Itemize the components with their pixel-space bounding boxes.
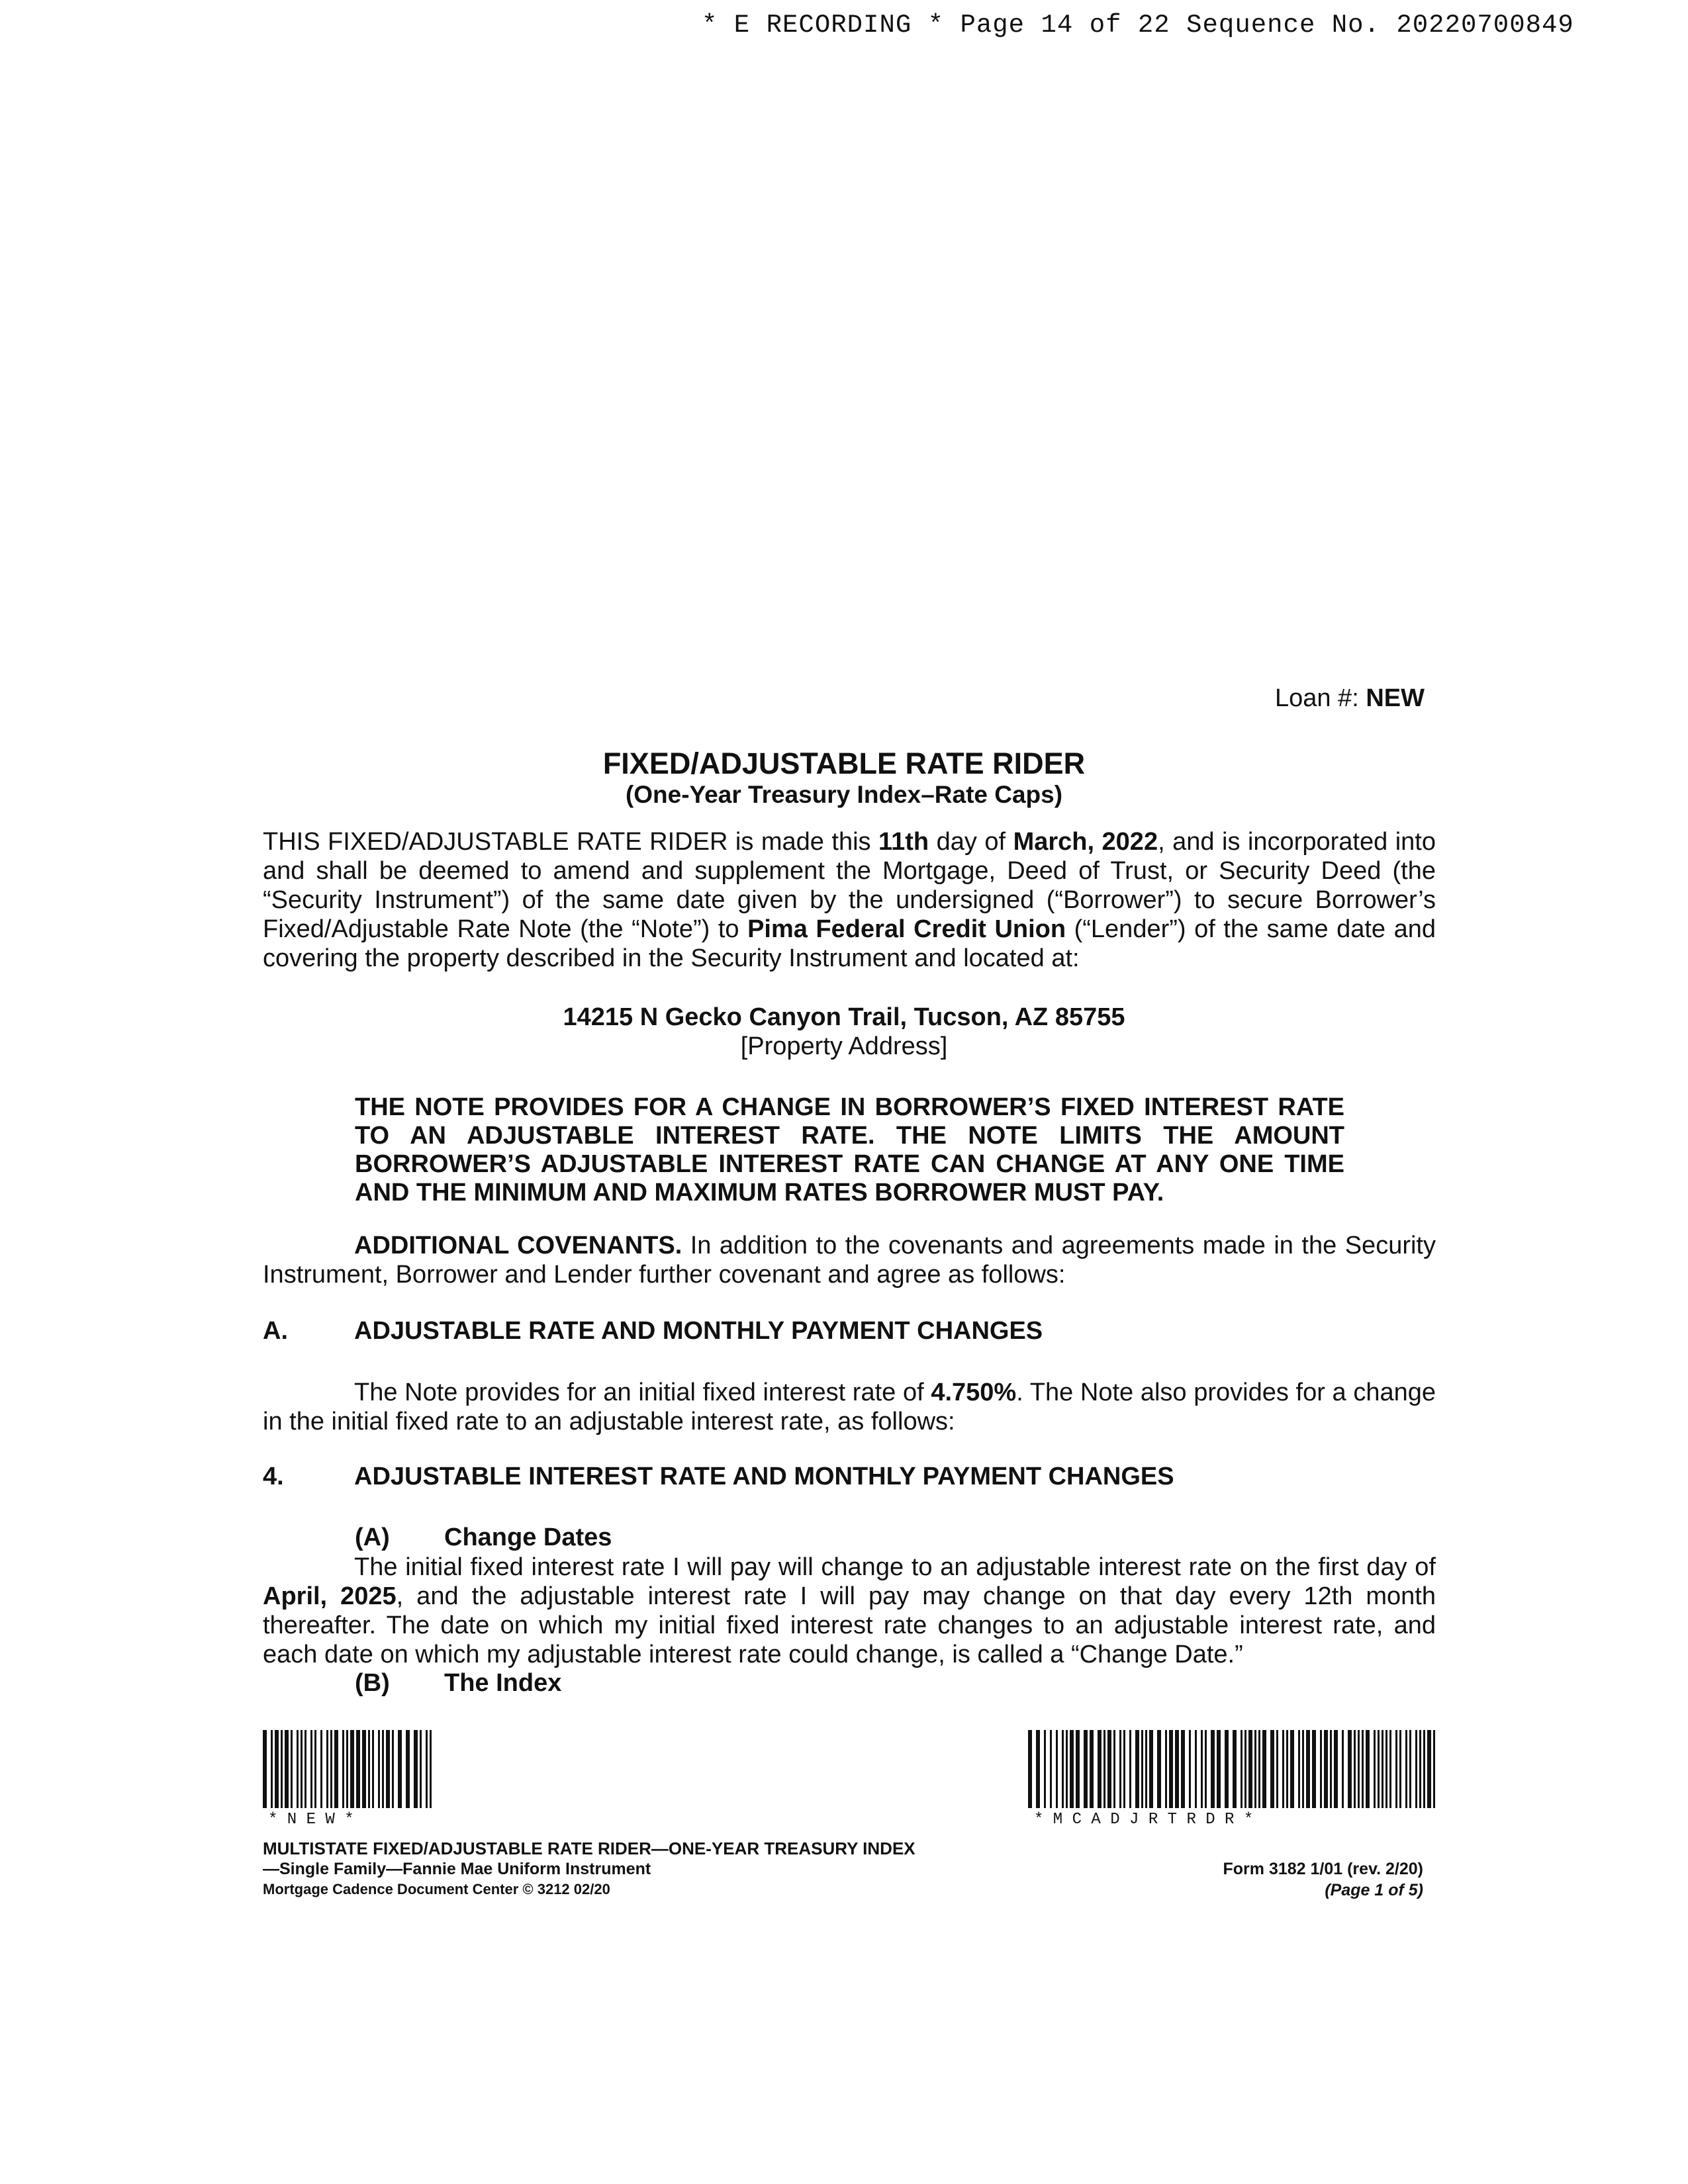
covenants-lead: ADDITIONAL COVENANTS.: [354, 1232, 682, 1259]
rider-date: March, 2022: [1013, 828, 1158, 856]
rate-text-2: . The Note also provides for a change in the initial fixed rate to an adjustable interest rate, as follows:: [263, 1379, 1436, 1435]
subsection-a-number: (A): [355, 1524, 390, 1551]
property-address: [0, 1003, 1688, 1032]
section-a-heading: [263, 1317, 1043, 1345]
intro-paragraph: [263, 827, 1436, 973]
property-address-value: 14215 N Gecko Canyon Trail, Tucson, AZ 85755: [563, 1003, 1125, 1031]
loan-barcode: [263, 1730, 434, 1808]
first-change-date: April, 2025: [263, 1582, 397, 1610]
section-4-number: 4.: [263, 1463, 284, 1490]
covenants-paragraph: [263, 1231, 1436, 1289]
property-address-label: [Property Address]: [740, 1032, 948, 1060]
intro-text-2: day of: [929, 828, 1013, 856]
section-a-title: ADJUSTABLE RATE AND MONTHLY PAYMENT CHANGES: [354, 1317, 1043, 1345]
footer-document-center: Mortgage Cadence Document Center © 3212 02/20: [263, 1881, 610, 1897]
footer-page-number: (Page 1 of 5): [1325, 1881, 1423, 1899]
footer-form-title: MULTISTATE FIXED/ADJUSTABLE RATE RIDER—ONE-YEAR TREASURY INDEX: [263, 1839, 915, 1858]
loan-number-value: NEW: [1366, 684, 1425, 712]
intro-text-3: , and is incorporated into and shall be deemed to amend and supplement the Mortgage, Deed of Trust, or Security Deed (the “Security Instrument”) of the same date given by the undersigned (“Borrower”) to secure Borrower’s Fixed/Adjustable Rate Note (the “Note”) to: [263, 828, 1436, 943]
intro-text-1: THIS FIXED/ADJUSTABLE RATE RIDER is made this: [263, 828, 879, 856]
loan-barcode-label: * N E W *: [268, 1811, 354, 1829]
initial-rate-paragraph: [263, 1378, 1436, 1436]
loan-number-label: Loan #:: [1274, 684, 1359, 712]
subsection-b-heading: [355, 1669, 561, 1698]
subsection-b-number: (B): [355, 1669, 390, 1697]
subsection-a-title: Change Dates: [444, 1524, 612, 1551]
form-barcode-label: * M C A D J R T R D R *: [1034, 1811, 1254, 1829]
lender-name: Pima Federal Credit Union: [747, 915, 1066, 943]
form-barcode: [1028, 1730, 1436, 1808]
covenants-text: In addition to the covenants and agreements made in the Security Instrument, Borrower and Lender further covenant and agree as follows:: [263, 1232, 1436, 1289]
section-4-heading: [263, 1463, 1174, 1491]
intro-text-4: (“Lender”) of the same date and covering the property described in the Security Instrument and located at:: [263, 915, 1436, 972]
document-subtitle: (One-Year Treasury Index–Rate Caps): [625, 781, 1063, 808]
footer-form-number: Form 3182 1/01 (rev. 2/20): [1223, 1860, 1423, 1878]
rate-change-notice: THE NOTE PROVIDES FOR A CHANGE IN BORROWER’S FIXED INTEREST RATE TO AN ADJUSTABLE INTEREST RATE. THE NOTE LIMITS THE AMOUNT BORROWER’S ADJUSTABLE INTEREST RATE CAN CHANGE AT ANY ONE TIME AND THE MINIMUM AND MAXIMUM RATES BORROWER MUST PAY.: [355, 1093, 1344, 1206]
section-4-title: ADJUSTABLE INTEREST RATE AND MONTHLY PAYMENT CHANGES: [354, 1463, 1174, 1490]
recording-header: * E RECORDING * Page 14 of 22 Sequence No. 20220700849: [702, 11, 1574, 40]
rate-text-1: The Note provides for an initial fixed interest rate of: [354, 1379, 931, 1406]
rider-day: 11th: [878, 828, 929, 856]
loan-number: [1275, 684, 1425, 713]
subsection-b-title: The Index: [444, 1669, 562, 1697]
initial-interest-rate: 4.750%: [931, 1379, 1017, 1406]
subsection-a-heading: [355, 1524, 612, 1552]
section-a-number: A.: [263, 1317, 288, 1345]
document-title: FIXED/ADJUSTABLE RATE RIDER: [602, 747, 1086, 780]
change-text-1: The initial fixed interest rate I will pay will change to an adjustable interest rate on the first day of: [354, 1553, 1436, 1581]
change-dates-paragraph: [263, 1553, 1436, 1669]
change-text-2: , and the adjustable interest rate I will pay may change on that day every 12th month thereafter. The date on which my initial fixed interest rate changes to an adjustable interest rate, and each date on which my adjustable interest rate could change, is called a “Change Date.”: [263, 1582, 1436, 1668]
footer-form-type: —Single Family—Fannie Mae Uniform Instrument: [263, 1860, 651, 1878]
